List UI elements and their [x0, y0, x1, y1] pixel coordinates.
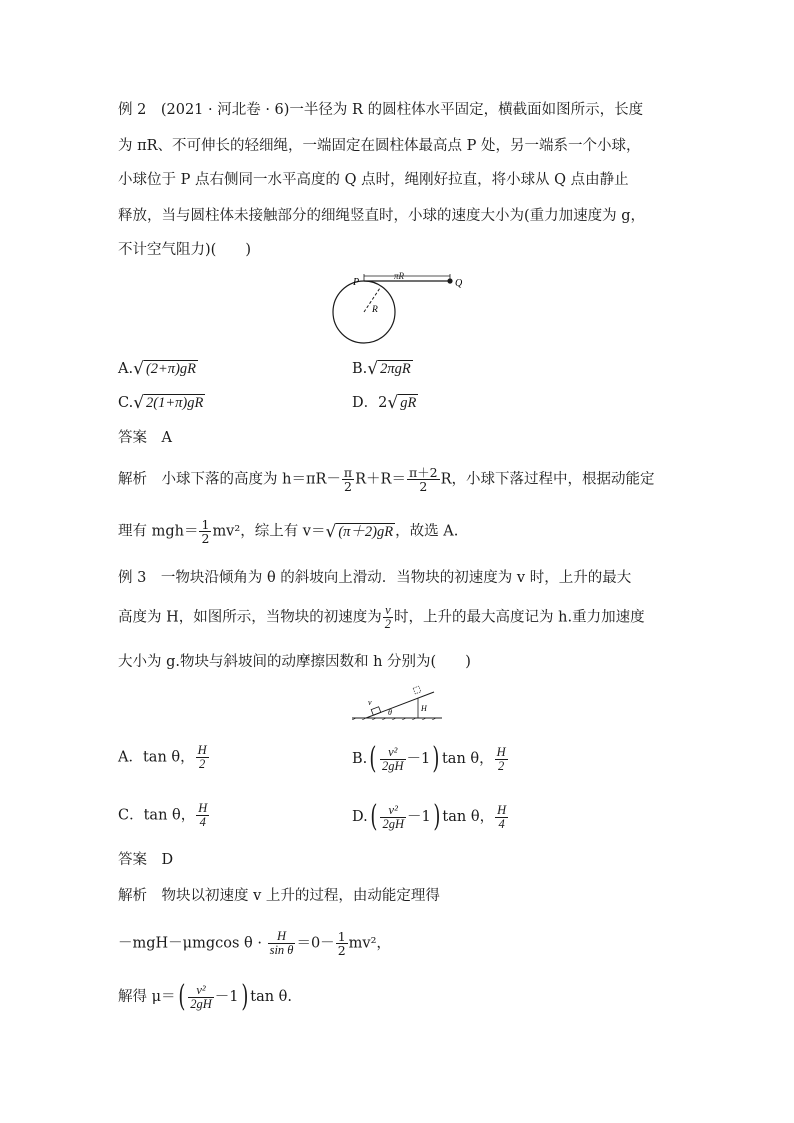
ex2-line-4: 释放，当与圆柱体未接触部分的细绳竖直时，小球的速度大小为(重力加速度为 g，	[118, 208, 646, 224]
ex2-answer: 答案 A	[118, 430, 172, 446]
ex2-analysis-line-1: 解析 小球下落的高度为 h＝πR－ $\frac{\pi}{2}$ R＋R＝ $\frac{\pi+2}{2}$ R，小球下落过程中，根据动能定	[118, 465, 655, 494]
ex2-option-d: D．2√ gR	[352, 393, 417, 413]
ex3-line-2: 高度为 H，如图所示，当物块的初速度为 $\frac{v}{2}$ 时，上升的最大高度记为 h.重力加速度	[118, 603, 645, 631]
ex3-line-3: 大小为 g.物块与斜坡间的动摩擦因数和 h 分别为( )	[118, 654, 471, 670]
ex3-answer: 答案 D	[118, 852, 174, 868]
ex3-analysis-line-2: －mgH－μmgcos θ · $\frac{H}{\text{sin θ}}$ ＝0－ $\frac{1}{2}$ mv²，	[118, 929, 391, 958]
ex3-line-1: 例 3 一物块沿倾角为 θ 的斜坡向上滑动．当物块的初速度为 v 时，上升的最大	[118, 570, 632, 586]
ex3-option-a: A．tan θ， $\frac{H}{2}$	[118, 743, 207, 771]
ex3-analysis-line-1: 解析 物块以初速度 v 上升的过程，由动能定理得	[118, 888, 440, 904]
ex2-analysis-line-2: 理有 mgh＝ $\frac{1}{2}$ mv²，综上有 v＝√ (π＋2)gR ，故选 A.	[118, 517, 459, 546]
ex3-option-d: D.( $\frac{\text{v²}}{2gH}$ －1) tan θ， $\frac{H}{4}$	[352, 799, 507, 834]
ex3-option-c: C．tan θ， $\frac{H}{4}$	[118, 801, 208, 829]
cylinder-figure	[326, 268, 472, 346]
ex2-line-1: 例 2 (2021 · 河北卷 · 6)一半径为 R 的圆柱体水平固定，横截面如图所示，长度	[118, 102, 644, 118]
ex3-option-b: B.( $\frac{\text{v²}}{2gH}$ －1) tan θ， $\frac{H}{2}$	[352, 741, 506, 776]
label-q: Q	[455, 278, 463, 289]
ex2-option-b: B.√ 2πgR	[352, 359, 411, 379]
label-length: πR	[394, 271, 405, 281]
label-p: P	[353, 277, 360, 288]
ex2-option-a: A.√ (2+π)gR	[118, 359, 197, 379]
ex2-line-3: 小球位于 P 点右侧同一水平高度的 Q 点时，绳刚好拉直，将小球从 Q 点由静止	[118, 172, 629, 188]
incline-figure	[352, 684, 446, 720]
label-radius: R	[372, 305, 378, 315]
ex2-line-2: 为 πR、不可伸长的轻细绳，一端固定在圆柱体最高点 P 处，另一端系一个小球，	[118, 138, 641, 154]
ex2-line-5: 不计空气阻力)( )	[118, 242, 251, 258]
ex2-option-c: C.√ 2(1+π)gR	[118, 393, 204, 413]
ex3-analysis-line-3: 解得 μ＝( $\frac{\text{v²}}{2gH}$ －1) tan θ.	[118, 979, 293, 1014]
label-h: H	[421, 704, 427, 713]
label-theta: θ	[388, 708, 392, 717]
label-v: v	[368, 698, 372, 707]
